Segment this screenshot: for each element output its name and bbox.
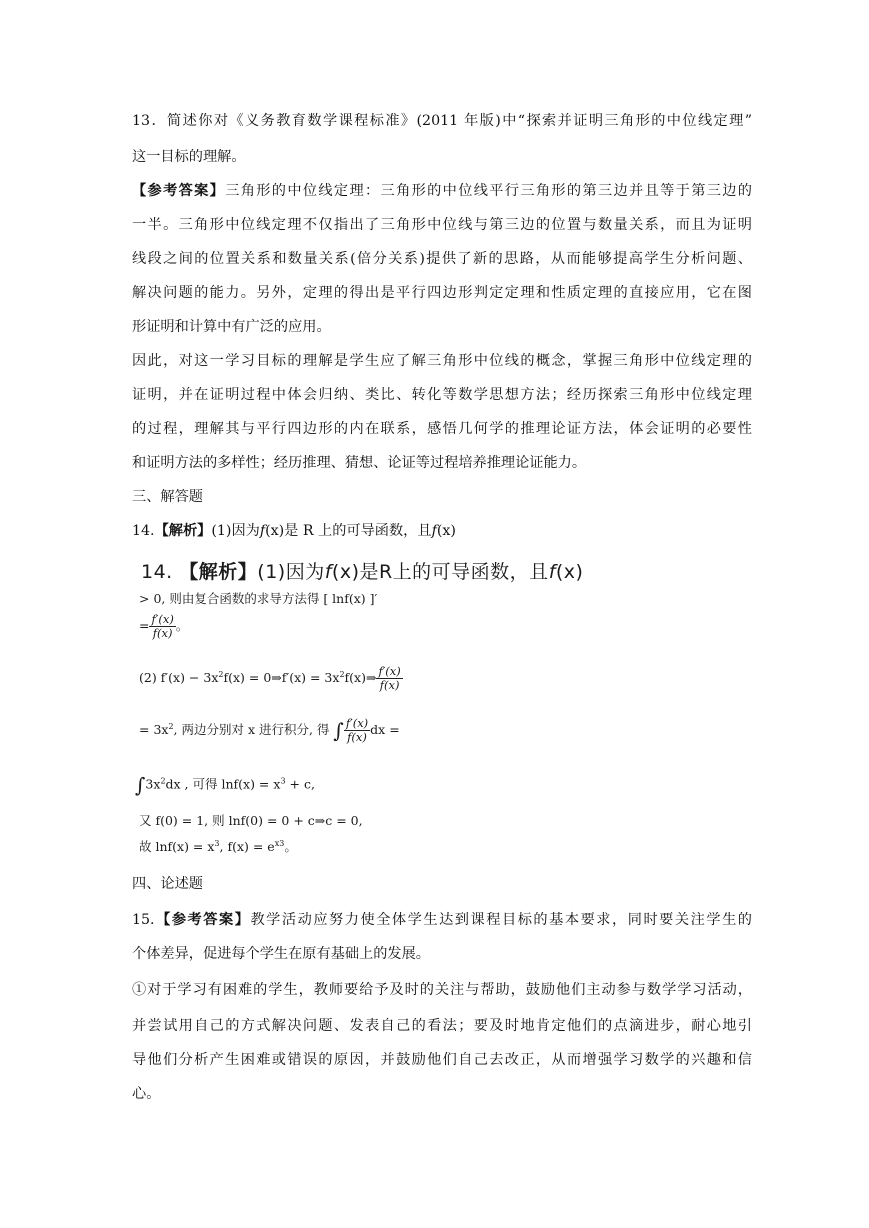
scan-line: $\int 3x^2dx$ , 可得 $\ln f(x) = x^3 + c$, bbox=[135, 773, 315, 797]
scan-line: 又 f(0) = 1, 则 lnf(0) = 0 + c⇒c = 0, bbox=[139, 813, 363, 828]
scan-line: (2) $f'(x) - 3x^2f(x)$ = 0⇒f′(x) = $3x^2f(x)\Rightarrow$ $\frac{f'(x)}{f(x)}$ bbox=[139, 664, 401, 692]
q13-answer-line: 一半。三角形中位线定理不仅指出了三角形中位线与第三边的位置与数量关系，而且为证明 bbox=[132, 217, 752, 233]
q15-line: ①对于学习有困难的学生，教师要给予及时的关注与帮助，鼓励他们主动参与数学学习活动， bbox=[132, 982, 752, 998]
scan-line: = $\frac{f'(x)}{f(x)}$ 。 bbox=[139, 612, 189, 640]
scan-line: > 0, 则由复合函数的求导方法得 [ lnf(x) ]′ bbox=[139, 591, 378, 606]
q14-solution-image bbox=[135, 545, 584, 867]
q13-line: 13．简述你对《义务教育数学课程标准》(2011 年版)中“探索并证明三角形的中位线定理” bbox=[132, 113, 752, 129]
scan-line: 故 $\ln f(x) = x^3$, $f(x) = e^{x3}$。 bbox=[139, 838, 297, 854]
section-heading: 三、解答题 bbox=[132, 489, 203, 505]
q13-paragraph-line: 和证明方法的多样性；经历推理、猜想、论证等过程培养推理论证能力。 bbox=[132, 455, 587, 471]
q15-line: 心。 bbox=[132, 1086, 161, 1102]
q13-answer-line: 形证明和计算中有广泛的应用。 bbox=[132, 319, 331, 335]
scan-heading: 14. 【解析】(1)因为f(x)是R上的可导函数，且f(x) bbox=[141, 561, 584, 583]
scan-line: = $3x^2$, 两边分别对 x 进行积分, 得 ∫ $\frac{f'(x)}{f(x)}$ dx = bbox=[139, 716, 400, 744]
q15-line: 导他们分析产生困难或错误的原因，并鼓励他们自己去改正，从而增强学习数学的兴趣和信 bbox=[132, 1052, 752, 1068]
q13-paragraph-line: 的过程，理解其与平行四边形的内在联系，感悟几何学的推理论证方法，体会证明的必要性 bbox=[132, 421, 752, 437]
answer-label: 【参考答案】 bbox=[132, 183, 226, 199]
q13-paragraph-line: 因此，对这一学习目标的理解是学生应了解三角形中位线的概念，掌握三角形中位线定理的 bbox=[132, 353, 752, 369]
q13-answer-line: 线段之间的位置关系和数量关系(倍分关系)提供了新的思路，从而能够提高学生分析问题、 bbox=[132, 251, 752, 267]
q15-line: 并尝试用自己的方式解决问题、发表自己的看法；要及时地肯定他们的点滴进步，耐心地引 bbox=[132, 1018, 752, 1034]
q13-answer-line: 解决问题的能力。另外，定理的得出是平行四边形判定定理和性质定理的直接应用，它在图 bbox=[132, 285, 752, 301]
q15-line: 15.【参考答案】教学活动应努力使全体学生达到课程目标的基本要求，同时要关注学生的 bbox=[132, 912, 752, 928]
q13-answer-line: 【参考答案】三角形的中位线定理：三角形的中位线平行三角形的第三边并且等于第三边的 bbox=[132, 183, 752, 199]
q15-line: 个体差异，促进每个学生在原有基础上的发展。 bbox=[132, 946, 430, 962]
section-heading: 四、论述题 bbox=[132, 876, 203, 892]
q13-line: 这一目标的理解。 bbox=[132, 149, 246, 165]
q13-paragraph-line: 证明，并在证明过程中体会归纳、类比、转化等数学思想方法；经历探索三角形中位线定理 bbox=[132, 387, 752, 403]
q14-intro: 14.【解析】(1)因为f(x)是 R 上的可导函数，且f(x) bbox=[132, 523, 456, 539]
